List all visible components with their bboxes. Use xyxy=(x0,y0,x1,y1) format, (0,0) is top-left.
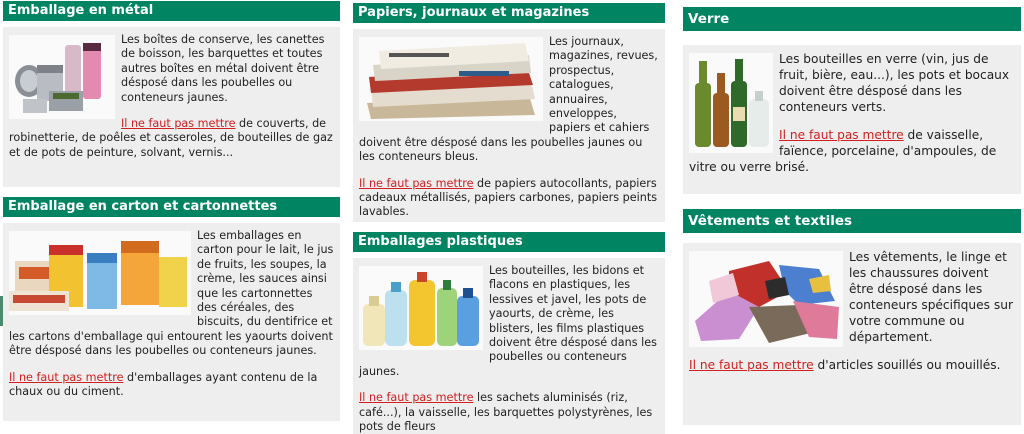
verre-warning-link[interactable]: Il ne faut pas mettre xyxy=(779,128,904,142)
plastique-exclusions-text: les sachets aluminisés (riz, café...), la vaisselle, les barquettes polystyrènes, les pots de fleurs xyxy=(359,391,653,434)
cartons-image xyxy=(9,231,191,315)
plastique-panel xyxy=(353,258,665,434)
metal-section-title: Emballage en métal xyxy=(3,1,340,21)
metal-warning-link[interactable]: Il ne faut pas mettre xyxy=(121,117,236,131)
glass-bottles-image xyxy=(689,53,773,153)
metal-exclusions xyxy=(9,117,334,160)
papier-section-title: Papiers, journaux et magazines xyxy=(353,3,665,23)
metal-cans-image xyxy=(9,35,115,119)
column-right xyxy=(680,0,1024,425)
metal-exclusions-text: de couverts, de robinetterie, de poêles et casseroles, de bouteilles de gaz et de pots de peinture, solvant, vernis... xyxy=(9,117,333,159)
carton-description: Les emballages en carton pour le lait, le jus de fruits, les soupes, la crème, les sauces ainsi que les cartonnettes des céréales, des biscuits, du dentifrice et les cartons d'emballage qui entourent les yaourts doivent être désposé dans les poubelles ou conteneurs jaunes. xyxy=(9,229,334,358)
column-middle xyxy=(350,0,668,434)
papier-exclusions xyxy=(359,177,659,220)
textile-warning-link[interactable]: Il ne faut pas mettre xyxy=(689,358,814,372)
verre-panel xyxy=(683,45,1021,194)
plastique-section-title: Emballages plastiques xyxy=(353,232,665,252)
metal-panel xyxy=(3,27,340,187)
column-left xyxy=(0,0,343,421)
textile-panel xyxy=(683,243,1021,425)
carton-exclusions xyxy=(9,371,334,400)
plastique-exclusions xyxy=(359,391,659,434)
papier-panel xyxy=(353,29,665,222)
plastique-description: Les bouteilles, les bidons et flacons en plastiques, les lessives et javel, les pots de yaourts, de crème, les blisters, les films plastiques doivent être désposé dans les poubelles ou conteneurs jaunes. xyxy=(359,264,657,378)
textile-exclusions xyxy=(689,357,1015,373)
verre-description: Les bouteilles en verre (vin, jus de fruit, bière, eau...), les pots et bocaux doivent être désposé dans les conteneurs verts. xyxy=(779,52,1010,114)
plastic-bottles-image xyxy=(359,266,483,350)
carton-panel xyxy=(3,223,340,421)
newspapers-image xyxy=(359,37,543,121)
carton-warning-link[interactable]: Il ne faut pas mettre xyxy=(9,370,124,384)
clothes-pile-image xyxy=(689,251,843,347)
textile-description: Les vêtements, le linge et les chaussures doivent être désposé dans les conteneurs spécifiques sur votre commune ou département. xyxy=(849,250,1013,344)
papier-exclusions-text: de papiers autocollants, papiers cadeaux métallisés, papiers carbones, papiers peints lavables. xyxy=(359,176,658,219)
papier-warning-link[interactable]: Il ne faut pas mettre xyxy=(359,176,474,190)
textile-section-title: Vêtements et textiles xyxy=(683,209,1021,233)
verre-exclusions-text: de vaisselle, faïence, porcelaine, d'ampoules, de vitre ou verre brisé. xyxy=(689,128,997,174)
verre-section-title: Verre xyxy=(683,7,1021,31)
carton-exclusions-text: d'emballages ayant contenu de la chaux ou du ciment. xyxy=(9,370,318,399)
papier-description: Les journaux, magazines, revues, prospectus, catalogues, annuaires, enveloppes, papiers et cahiers doivent être désposé dans les poubelles jaunes ou les conteneurs bleus. xyxy=(359,35,658,164)
metal-description: Les boîtes de conserve, les canettes de boisson, les barquettes et toutes autres boîtes en métal doivent être désposé dans les poubelles ou conteneurs jaunes. xyxy=(121,33,325,104)
plastique-warning-link[interactable]: Il ne faut pas mettre xyxy=(359,391,474,405)
textile-exclusions-text: d'articles souillés ou mouillés. xyxy=(813,358,1001,372)
carton-section-title: Emballage en carton et cartonnettes xyxy=(3,197,340,217)
